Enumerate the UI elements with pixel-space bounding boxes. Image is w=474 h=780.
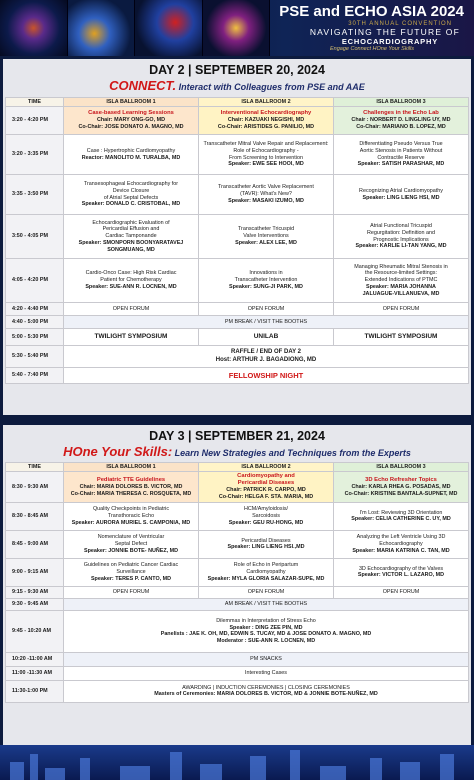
text-cell: 3:20 - 4:20 PM (6, 107, 64, 135)
table-row (6, 303, 469, 316)
text-cell: Speaker: DONALD C. CRISTOBAL, MD (81, 201, 181, 208)
table-row (6, 666, 469, 680)
text-cell: Transthoracic Echo (107, 513, 155, 520)
text-cell: Chair: MARIA DOLORES B. VICTOR, MD (79, 483, 183, 490)
talk-cell (334, 175, 469, 215)
table-row (6, 680, 469, 702)
text-cell: 3:35 - 3:50 PM (6, 175, 64, 215)
table-cell (199, 502, 334, 530)
text-cell: OPEN FORUM (64, 303, 199, 316)
text-cell: 8:30 - 8:45 AM (6, 502, 64, 530)
text-cell: RAFFLE / END OF DAY 2 (230, 349, 301, 355)
table-row (6, 107, 469, 135)
motto: Engage Connect HOne Your Skills (330, 46, 414, 52)
session-cell (334, 107, 469, 135)
text-cell: Speaker: MASAKI IZUMO, MD (228, 197, 304, 204)
text-cell: 4:05 - 4:20 PM (6, 259, 64, 303)
text-cell: Speaker: ALEX LEE, MD (235, 239, 297, 246)
text-cell: Speaker: TERES P. CANTO, MD (90, 575, 172, 582)
text-cell: Co-Chair: MARIA THERESA C. ROSQUETA, MD (70, 490, 192, 497)
text-cell: Chair: MARY ONG-GO, MD (97, 117, 165, 124)
break-row: PM BREAK / VISIT THE BOOTHS (64, 316, 469, 329)
table-row (6, 329, 469, 346)
text-cell: Cardiac Tamponande (105, 233, 157, 240)
text-cell: Speaker: LING LIENG HSI.,MD (227, 544, 305, 551)
text-cell: CONNECT. (109, 78, 177, 93)
text-cell: (TAVR): What's New? (240, 191, 292, 198)
table-row (6, 502, 469, 530)
text-cell: Speaker: MARIA JOHANNA (366, 283, 436, 290)
tagline: NAVIGATING THE FUTURE OF (309, 27, 460, 37)
table-cell (64, 502, 199, 530)
text-cell: 9:45 - 10:20 AM (6, 610, 64, 652)
text-cell: Guidelines on Pediatric Cancer Cardiac (83, 562, 179, 569)
table-cell (64, 530, 199, 558)
table-cell (199, 472, 334, 503)
text-cell: 9:00 - 9:15 AM (6, 558, 64, 586)
table-row (6, 586, 469, 598)
talk-cell (199, 175, 334, 215)
text-cell: Cardiomyopathy (246, 569, 286, 576)
talk-cell (64, 135, 199, 175)
day2-schedule-table (5, 97, 469, 384)
text-cell: Host: ARTHUR J. BAGADIONG, MD (215, 356, 317, 363)
text-cell: OPEN FORUM (334, 303, 469, 316)
fellowship-night: FELLOWSHIP NIGHT (64, 368, 469, 384)
talk-cell (199, 259, 334, 303)
talk-cell (199, 215, 334, 259)
day3-panel (3, 425, 471, 745)
table-row (6, 215, 469, 259)
table-row (6, 259, 469, 303)
talk-cell (334, 135, 469, 175)
text-cell: 11:30-1:00 PM (6, 680, 64, 702)
text-cell: of Atrial Septal Defects (103, 194, 159, 201)
text-cell: OPEN FORUM (199, 586, 334, 598)
table-cell (64, 558, 199, 586)
text-cell: Valve Interventions (243, 233, 289, 240)
text-cell: Dilemmas in Interpretation of Stress Echo (216, 617, 316, 624)
stress-echo-session (64, 610, 469, 652)
text-cell: Speaker: KARLIE LI-TAN YANG, MD (355, 243, 447, 250)
session-cell (64, 107, 199, 135)
talk-cell (64, 175, 199, 215)
text-cell: Interventional Echocardiography (220, 110, 312, 117)
text-cell: TIME (6, 463, 64, 472)
text-cell: Pericardial Diseases (241, 537, 291, 544)
table-row (6, 472, 469, 503)
text-cell: Pediatric TTE Guidelines (96, 476, 166, 483)
text-cell: ISLA BALLROOM 1 (64, 463, 199, 472)
text-cell: OPEN FORUM (64, 586, 199, 598)
text-cell: HCM/Amyloidosis/ (243, 506, 289, 513)
text-cell: HOne Your Skills: (63, 444, 173, 459)
text-cell: Nomenclature of Ventricular (97, 534, 165, 541)
col-ballroom2: ISLA BALLROOM 2 (199, 98, 334, 107)
text-cell: OPEN FORUM (199, 303, 334, 316)
text-cell: 5:00 - 5:30 PM (6, 329, 64, 346)
text-cell: Co-Chair: JOSE DONATO A. MAGNO, MD (78, 124, 184, 131)
text-cell: Reactor: MANOLITO M. TURALBA, MD (81, 154, 181, 161)
text-cell: Co-Chair: MARIANO B. LOPEZ, MD (356, 124, 446, 131)
text-cell: Speaker: MARIA KATRINA C. TAN, MD (352, 547, 450, 554)
talk-cell (64, 259, 199, 303)
text-cell: the Resource-limited Settings: (365, 270, 437, 277)
text-cell: UNILAB (199, 329, 334, 346)
text-cell: Regurgitation: Definition and (366, 229, 436, 236)
text-cell: Contractile Reserve (377, 154, 425, 161)
text-cell: 10:20 -11:00 AM (6, 652, 64, 666)
day2-panel (3, 59, 471, 415)
text-cell: JALUAGUE-VILLANUEVA, MD (362, 290, 440, 297)
text-cell: Pericardial Diseases (237, 480, 295, 487)
text-cell: Sarcoidosis (252, 513, 280, 520)
text-cell: SONGMUANG, MD (107, 246, 155, 253)
text-cell: Echocardiographic Evaluation of (92, 219, 170, 226)
text-cell: 5:30 - 5:40 PM (6, 346, 64, 368)
text-cell: Quality Checkpoints in Pediatric (92, 506, 170, 513)
text-cell: Role of Echocardiography - (233, 147, 299, 154)
banner-header (0, 0, 474, 56)
day2-title: DAY 2 | SEPTEMBER 20, 2024 (149, 63, 325, 77)
table-cell (334, 530, 469, 558)
table-row (6, 598, 469, 610)
text-cell: Speaker: SUE-ANN R. LOCNEN, MD (85, 283, 177, 290)
text-cell: Managing Rheumatic Mitral Stenosis in (354, 263, 448, 270)
text-cell: Interact with Colleagues from PSE and AAE (176, 82, 365, 92)
text-cell: Speaker: VICTOR L. LAZARO, MD (357, 572, 445, 579)
talk-cell (64, 215, 199, 259)
talk-cell (334, 215, 469, 259)
text-cell: Learn New Strategies and Techniques from the Experts (172, 448, 411, 458)
text-cell: Chair: KAZUAKI NEGISHI, MD (227, 117, 305, 124)
table-cell (334, 472, 469, 503)
text-cell: Extended Indications of PTMC (364, 277, 438, 284)
text-cell: Innovations in (249, 270, 283, 277)
text-cell: Septal Defect (114, 541, 148, 548)
table-cell (334, 558, 469, 586)
day3-subtitle (3, 444, 471, 459)
col-ballroom3: ISLA BALLROOM 3 (334, 98, 469, 107)
text-cell: Cardiomyopathy and (237, 473, 295, 479)
text-cell: Aortic Stenosis in Patients Without (359, 147, 443, 154)
text-cell: Atrial Functional Tricuspid (370, 223, 432, 229)
text-cell: From Screening to Intervention (228, 154, 303, 161)
text-cell: Speaker: MYLA GLORIA SALAZAR-SUPE, MD (207, 575, 325, 582)
text-cell: Speaker: GEU RU-HONG, MD (228, 519, 304, 526)
text-cell: PM SNACKS (64, 652, 469, 666)
text-cell: Speaker: CELIA CATHERINE C. UY, MD (351, 516, 451, 523)
table-row (6, 368, 469, 384)
text-cell: Case : Hypertrophic Cardiomyopathy (86, 147, 176, 154)
convention-label: 30TH ANNUAL CONVENTION (348, 21, 452, 27)
table-row (6, 463, 469, 472)
text-cell: 3:20 - 3:35 PM (6, 135, 64, 175)
text-cell: Co-Chair: HELGA F. STA. MARIA, MD (218, 494, 314, 501)
closing-ceremony (64, 680, 469, 702)
table-cell (334, 502, 469, 530)
text-cell: Co-Chair: KRISTINE BANTALA-SUPNET, MD (344, 490, 458, 497)
text-cell: Panelists : JAE K. OH, MD, EDWIN S. TUCAY, MD & JOSE DONATO A. MAGNO, MD (160, 631, 372, 638)
table-cell (64, 472, 199, 503)
text-cell: Analyzing the Left Ventricle Using 3D (356, 534, 446, 541)
text-cell: AWARDING | INDUCTION CEREMONIES | CLOSING CEREMONIES (182, 684, 350, 691)
day3-schedule-table (5, 462, 469, 703)
table-row (6, 316, 469, 329)
text-cell: OPEN FORUM (334, 586, 469, 598)
text-cell: Cardio-Onco Case: High Risk Cardiac (85, 270, 177, 277)
city-skyline-footer (0, 745, 474, 780)
text-cell: 8:45 - 9:00 AM (6, 530, 64, 558)
text-cell: Surveillance (116, 569, 146, 576)
text-cell: Pericardial Effusion and (102, 226, 160, 233)
table-row (6, 175, 469, 215)
text-cell: 11:00 -11:30 AM (6, 666, 64, 680)
text-cell: Speaker: SUNG-JI PARK, MD (229, 283, 303, 290)
session-cell (199, 107, 334, 135)
text-cell: AM BREAK / VISIT THE BOOTHS (64, 598, 469, 610)
text-cell: ISLA BALLROOM 2 (199, 463, 334, 472)
text-cell: Chair: KARLA RHEA G. POSADAS, MD (351, 483, 451, 490)
text-cell: Co-Chair: ARISTIDES G. PANILIO, MD (217, 124, 315, 131)
text-cell: 9:30 - 9:45 AM (6, 598, 64, 610)
text-cell: Prognostic Implications (373, 236, 429, 243)
text-cell: Speaker: LING LIENG HSI, MD (362, 194, 440, 201)
table-row (6, 610, 469, 652)
text-cell: Patient for Chemotherapy (100, 277, 162, 284)
text-cell: 3D Echo Refresher Topics (365, 476, 437, 483)
table-row (6, 530, 469, 558)
text-cell: 9:15 - 9:30 AM (6, 586, 64, 598)
text-cell: 4:20 - 4:40 PM (6, 303, 64, 316)
text-cell: Transcatheter Mitral Valve Repair and Replacement: (203, 141, 329, 147)
table-row (6, 346, 469, 368)
day3-title: DAY 3 | SEPTEMBER 21, 2024 (149, 429, 325, 443)
text-cell: Transcatheter Tricuspid (237, 226, 295, 233)
table-row (6, 98, 469, 107)
raffle-row (64, 346, 469, 368)
text-cell: Transcatheter Aortic Valve Replacement (218, 184, 314, 191)
text-cell: Speaker: SATISH PARASHAR, MD (357, 161, 445, 168)
text-cell: 8:30 - 9:30 AM (6, 472, 64, 503)
text-cell: 3D Echocardiography of the Valves (358, 565, 444, 572)
table-cell (199, 558, 334, 586)
text-cell: TWILIGHT SYMPOSIUM (64, 329, 199, 346)
text-cell: Speaker: EWE SEE HOOI, MD (228, 161, 304, 168)
text-cell: Speaker: JONNIE BOTE- NUÑEZ, MD (83, 547, 179, 554)
text-cell: Device Closure (112, 187, 150, 194)
text-cell: Recognizing Atrial Cardiomyopathy (359, 187, 443, 194)
day2-subtitle (3, 78, 471, 93)
text-cell: Speaker: AURORA MURIEL S. CAMPONIA, MD (71, 519, 191, 526)
text-cell: 3:50 - 4:05 PM (6, 215, 64, 259)
text-cell: Transesophageal Echocardiography for (83, 181, 179, 187)
talk-cell (334, 259, 469, 303)
text-cell: Chair: PATRICK R. CARPO, MD (226, 487, 306, 494)
talk-cell (199, 135, 334, 175)
table-row (6, 652, 469, 666)
text-cell: Differentiating Pseudo Versus True (359, 141, 443, 147)
text-cell: Speaker : DING ZEE PIN, MD (229, 624, 303, 631)
text-cell: Interesting Cases (64, 666, 469, 680)
text-cell: I'm Lost: Reviewing 3D Orientation (359, 509, 443, 516)
text-cell: Chair : NORBERT D. LINGLING UY, MD (351, 117, 451, 124)
table-row (6, 558, 469, 586)
event-title: PSE and ECHO ASIA 2024 (279, 3, 464, 20)
text-cell: Masters of Ceremonies: MARIA DOLORES B. VICTOR, MD & JONNIE BOTE-NUÑEZ, MD (154, 691, 378, 698)
table-row (6, 135, 469, 175)
text-cell: Role of Echo in Peripartum (233, 562, 299, 569)
text-cell: Challenges in the Echo Lab (363, 110, 439, 117)
table-cell (199, 530, 334, 558)
col-time: TIME (6, 98, 64, 107)
text-cell: TWILIGHT SYMPOSIUM (334, 329, 469, 346)
echo-word: ECHOCARDIOGRAPHY (341, 37, 438, 46)
echo-images-strip (0, 0, 270, 56)
text-cell: 5:40 - 7:40 PM (6, 368, 64, 384)
text-cell: Case-based Learning Sessions (88, 110, 174, 117)
col-ballroom1: ISLA BALLROOM 1 (64, 98, 199, 107)
text-cell: Moderator : SUE-ANN R. LOCNEN, MD (216, 638, 316, 645)
text-cell: 4:40 - 5:00 PM (6, 316, 64, 329)
text-cell: ISLA BALLROOM 3 (334, 463, 469, 472)
text-cell: Transcatheter Intervention (234, 277, 298, 284)
text-cell: Echocardiography (379, 541, 423, 548)
text-cell: Speaker: SMONPORN BOONYARATAVEJ (78, 239, 184, 246)
